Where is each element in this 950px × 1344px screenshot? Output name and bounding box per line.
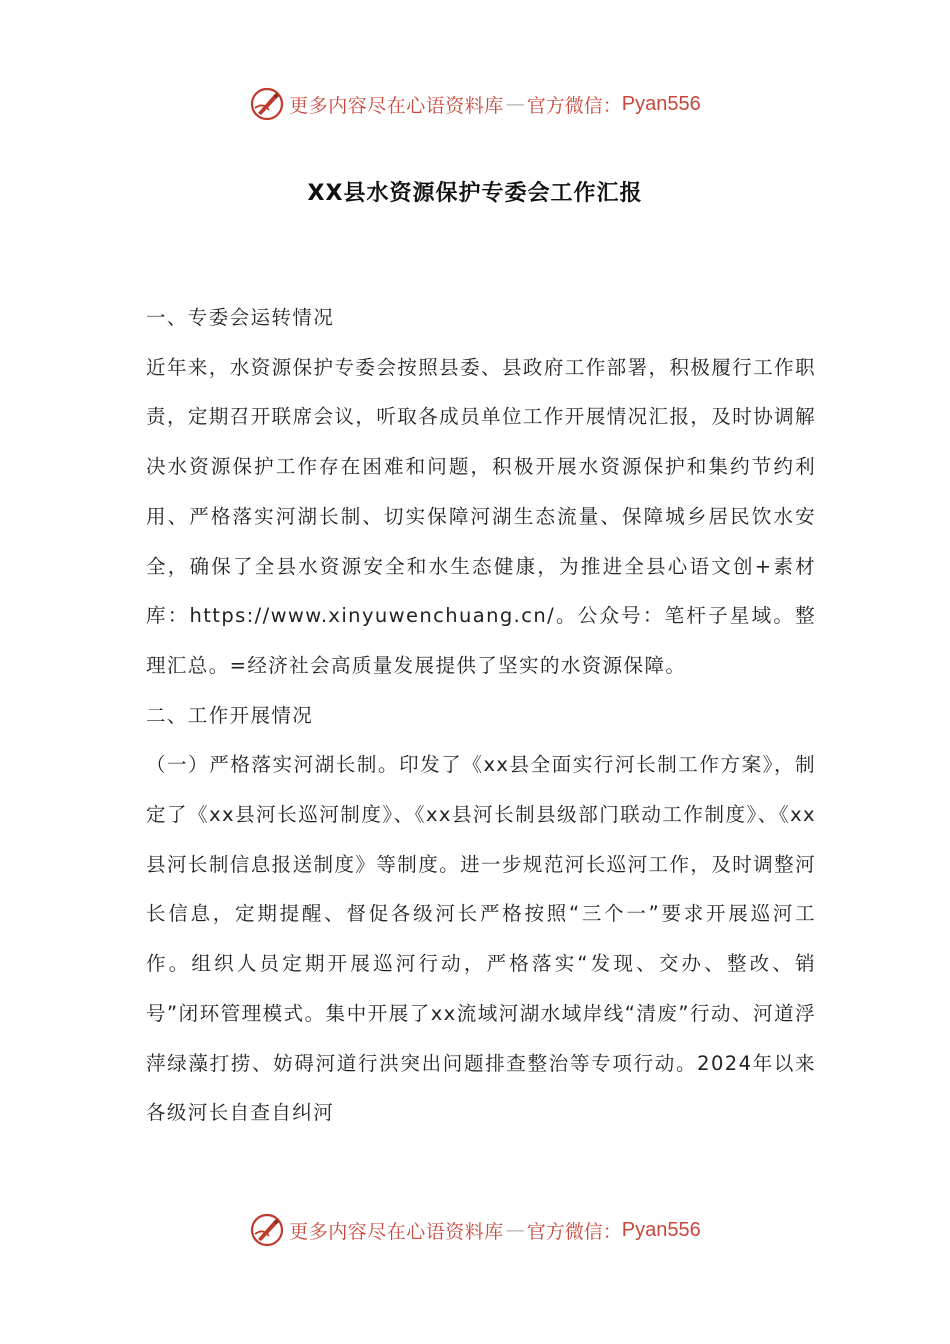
banner-wechat-label: 官方微信： — [526, 94, 622, 117]
banner-main-text: 更多内容尽在心语资料库 — [289, 1220, 504, 1243]
pen-logo-icon — [249, 86, 285, 122]
banner-separator: — — [505, 93, 525, 115]
document-title: XX县水资源保护专委会工作汇报 — [307, 181, 643, 206]
document-body — [146, 293, 816, 1138]
section-heading-1: 一、专委会运转情况 — [146, 306, 335, 329]
pen-logo-icon — [249, 1212, 285, 1248]
header-watermark-banner — [0, 82, 950, 126]
footer-watermark-banner — [0, 1208, 950, 1252]
banner-main-text: 更多内容尽在心语资料库 — [289, 94, 504, 117]
banner-separator: — — [505, 1219, 525, 1241]
banner-wechat-id: Pyan556 — [621, 92, 701, 115]
section-heading-2: 二、工作开展情况 — [146, 703, 314, 727]
paragraph-1: 近年来，水资源保护专委会按照县委、县政府工作部署，积极履行工作职责，定期召开联席会议，听取各成员单位工作开展情况汇报，及时协调解决水资源保护工作存在困难和问题，积极开展水资源保护和集约节约利用、严格落实河湖长制、切实保障河湖生态流量、保障城乡居民饮水安全，确保了全县水资源安全和水生态健康，为推进全县心语文创+素材库：https://www.xinyuwenchuang.cn/。公众号：笔杆子星域。整理汇总。=经济社会高质量发展提供了坚实的水资源保障。 — [146, 355, 816, 677]
paragraph-2: （一）严格落实河湖长制。印发了《xx县全面实行河长制工作方案》，制定了《xx县河长巡河制度》、《xx县河长制县级部门联动工作制度》、《xx县河长制信息报送制度》等制度。进一步规范河长巡河工作，及时调整河长信息，定期提醒、督促各级河长严格按照“三个一”要求开展巡河工作。组织人员定期开展巡河行动，严格落实“发现、交办、整改、销号”闭环管理模式。集中开展了xx流域河湖水域岸线“清废”行动、河道浮萍绿藻打捞、妨碍河道行洪突出问题排查整治等专项行动。2024年以来各级河长自查自纠河 — [146, 753, 816, 1125]
banner-wechat-id: Pyan556 — [621, 1218, 701, 1241]
banner-wechat-label: 官方微信： — [526, 1220, 622, 1243]
